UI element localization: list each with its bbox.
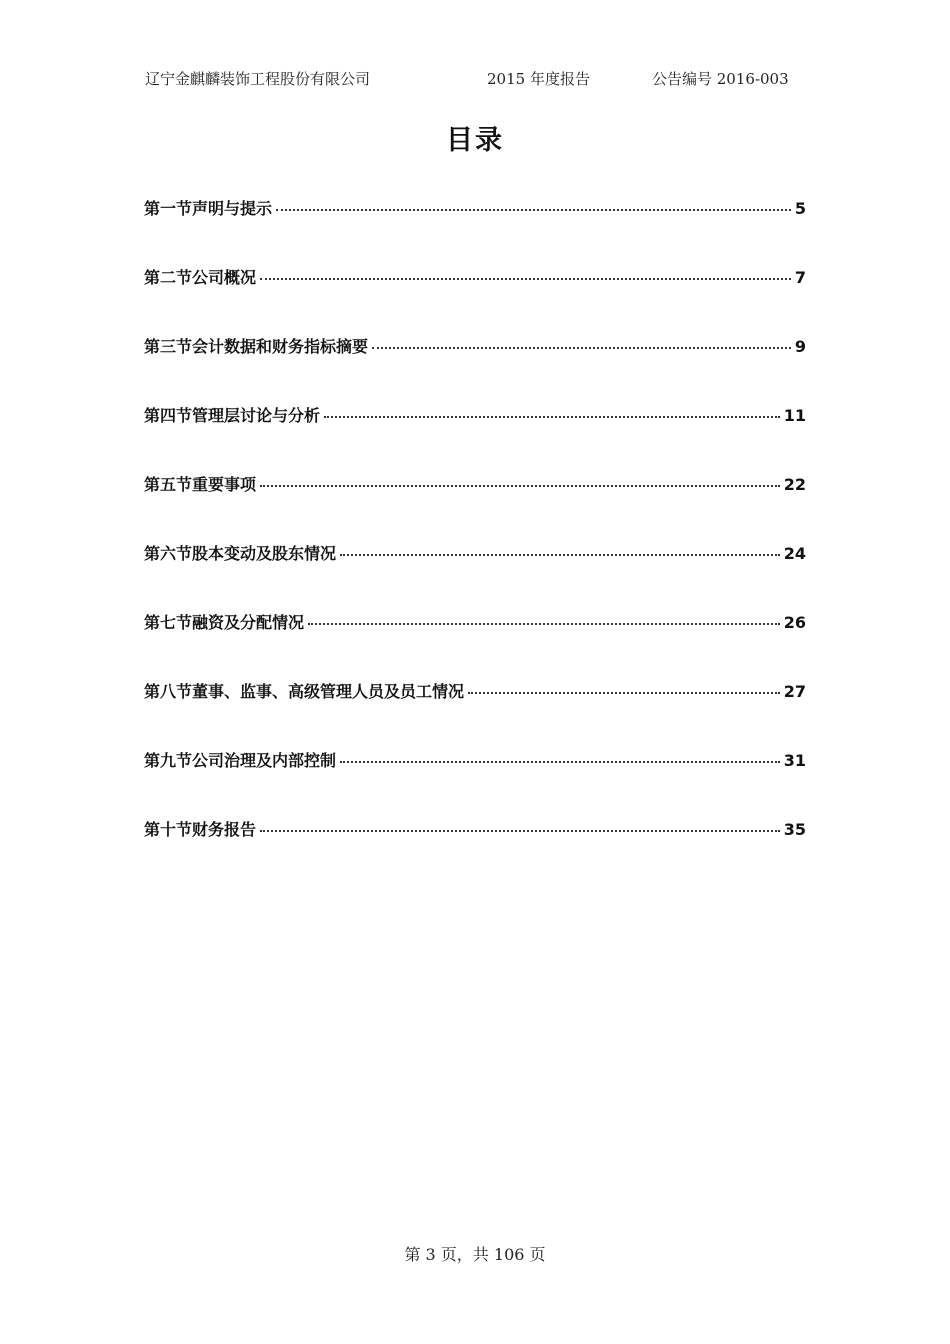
toc-entry-3[interactable] bbox=[144, 334, 806, 403]
toc-entry-page: 9 bbox=[794, 337, 806, 356]
toc-entry-2[interactable] bbox=[144, 265, 806, 334]
toc-entry-4[interactable] bbox=[144, 403, 806, 472]
table-of-contents bbox=[144, 196, 806, 886]
toc-entry-label: 第九节公司治理及内部控制 bbox=[144, 751, 337, 770]
toc-dot-leader bbox=[260, 485, 780, 487]
page-footer: 第 3 页，共 106 页 bbox=[404, 1245, 546, 1264]
toc-entry-label: 第五节重要事项 bbox=[144, 475, 257, 494]
toc-entry-7[interactable] bbox=[144, 610, 806, 679]
toc-entry-page: 26 bbox=[783, 613, 806, 632]
toc-dot-leader bbox=[372, 347, 791, 349]
page-header bbox=[145, 68, 805, 92]
toc-entry-label: 第一节声明与提示 bbox=[144, 199, 273, 218]
toc-dot-leader bbox=[340, 761, 780, 763]
toc-entry-label: 第二节公司概况 bbox=[144, 268, 257, 287]
toc-entry-8[interactable] bbox=[144, 679, 806, 748]
toc-entry-page: 11 bbox=[783, 406, 806, 425]
toc-dot-leader bbox=[308, 623, 780, 625]
toc-dot-leader bbox=[260, 278, 791, 280]
toc-entry-label: 第四节管理层讨论与分析 bbox=[144, 406, 321, 425]
toc-entry-1[interactable] bbox=[144, 196, 806, 265]
toc-entry-page: 7 bbox=[794, 268, 806, 287]
toc-entry-6[interactable] bbox=[144, 541, 806, 610]
header-report-title: 2015 年度报告 bbox=[487, 70, 590, 88]
toc-dot-leader bbox=[340, 554, 780, 556]
toc-entry-page: 22 bbox=[783, 475, 806, 494]
toc-entry-9[interactable] bbox=[144, 748, 806, 817]
toc-entry-label: 第三节会计数据和财务指标摘要 bbox=[144, 337, 369, 356]
toc-entry-page: 24 bbox=[783, 544, 806, 563]
toc-dot-leader bbox=[260, 830, 780, 832]
toc-entry-page: 5 bbox=[794, 199, 806, 218]
toc-dot-leader bbox=[324, 416, 780, 418]
toc-entry-10[interactable] bbox=[144, 817, 806, 886]
toc-entry-label: 第六节股本变动及股东情况 bbox=[144, 544, 337, 563]
toc-entry-page: 35 bbox=[783, 820, 806, 839]
toc-entry-page: 27 bbox=[783, 682, 806, 701]
toc-entry-label: 第七节融资及分配情况 bbox=[144, 613, 305, 632]
header-notice-number: 公告编号 2016-003 bbox=[652, 70, 789, 88]
toc-entry-label: 第十节财务报告 bbox=[144, 820, 257, 839]
header-company-name: 辽宁金麒麟装饰工程股份有限公司 bbox=[145, 70, 371, 88]
toc-entry-5[interactable] bbox=[144, 472, 806, 541]
toc-entry-label: 第八节董事、监事、高级管理人员及员工情况 bbox=[144, 682, 465, 701]
toc-dot-leader bbox=[276, 209, 791, 211]
toc-dot-leader bbox=[468, 692, 780, 694]
page-title: 目录 bbox=[446, 125, 504, 156]
toc-entry-page: 31 bbox=[783, 751, 806, 770]
